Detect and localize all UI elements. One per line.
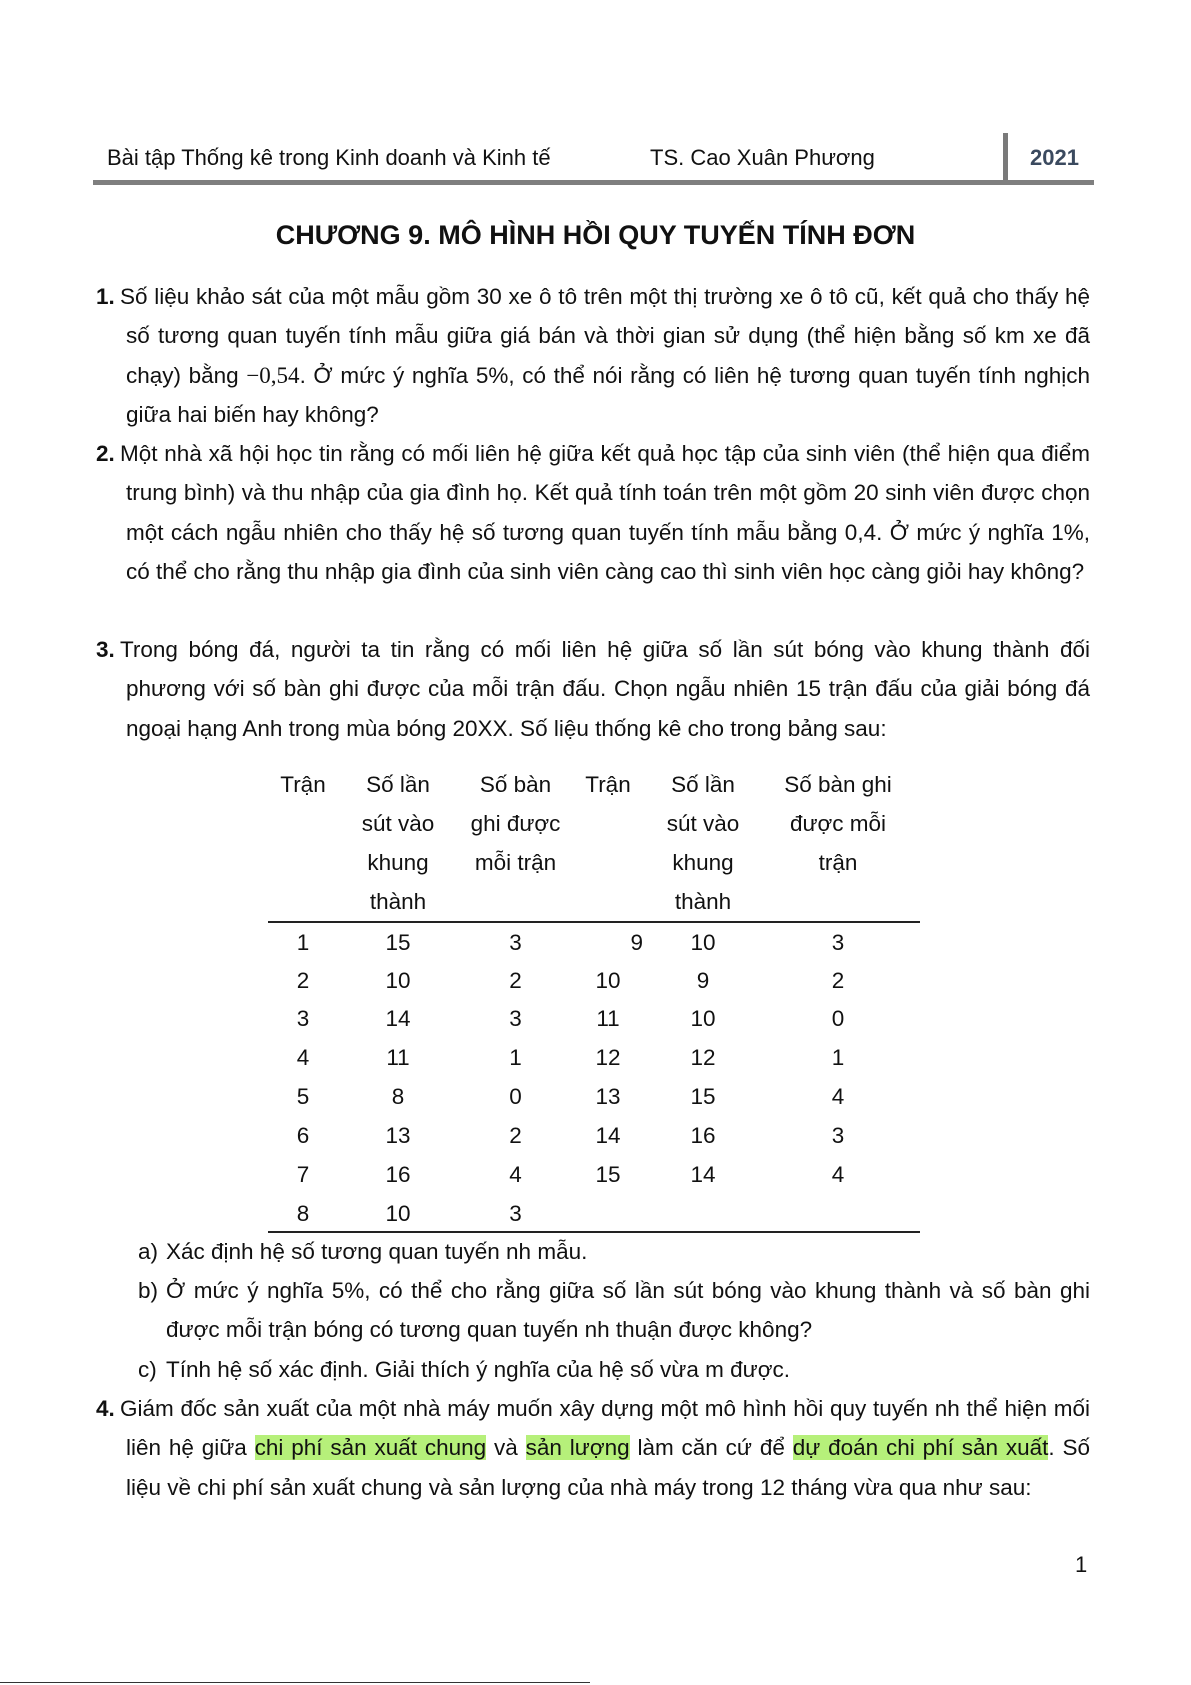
subquestion-a: a) Xác định hệ số tương quan tuyến nh mẫu. [138,1239,588,1264]
highlight-forecast: dự đoán chi phí sản xuất [792,1435,1049,1461]
chapter-title: CHƯƠNG 9. MÔ HÌNH HỒI QUY TUYẾN TÍNH ĐƠN [275,220,916,250]
table-row: 7 16 4 15 14 4 [296,1162,845,1187]
subquestion-c: c) Tính hệ số xác định. Giải thích ý nghĩa của hệ số vừa m được. [138,1357,790,1382]
col-header-match: Trận [280,772,326,797]
subquestion-b: b) Ở mức ý nghĩa 5%, có thể cho rằng giữa số lần sút bóng vào khung thành và số bàn ghi được mỗi trận bóng có tương quan tuyến nh thuận được không? [138,1278,1090,1343]
question-2 [96,434,1090,592]
col-header-match-2: Trận [585,772,631,797]
question-number: 2. [96,441,115,466]
highlight-overhead-cost: chi phí sản xuất chung [254,1435,487,1461]
question-number: 1. [96,284,115,309]
header-rule [93,180,1094,185]
table-row: 4 11 1 12 12 1 [296,1045,845,1070]
question-text: Một nhà xã hội học tin rằng có mối liên hệ giữa kết quả học tập của sinh viên (thể hiện qua điểm trung bình) và thu nhập của gia đình họ. Kết quả tính toán trên một gồm 20 sinh viên được chọn một cách ngẫu nhiên cho thấy hệ số tương quan tuyến tính mẫu bằng 0,4. Ở mức ý nghĩa 1%, có thể cho rằng thu nhập gia đình của sinh viên càng cao thì sinh viên học càng giỏi hay không? [120,441,1090,585]
page-number: 1 [1075,1552,1088,1577]
table-row: 6 13 2 14 16 3 [296,1123,845,1148]
col-header-shots-2: Số lần sút vào khung thành [666,772,740,914]
col-header-goals-2: Số bàn ghi được mỗi trận [784,772,892,875]
correlation-value: −0,54 [246,362,300,388]
header-divider [1003,133,1008,180]
table-row: 1 15 3 9 10 3 [296,930,845,955]
question-number: 3. [96,637,115,662]
table-row: 8 10 3 [296,1201,522,1226]
question-number: 4. [96,1396,115,1421]
header-year: 2021 [1030,145,1079,170]
table-header [268,765,920,920]
table-row: 2 10 2 10 9 2 [296,968,845,993]
question-text: Giám đốc sản xuất của một nhà máy muốn xây dựng một mô hình hồi quy tuyến nh thể hiện mối liên hệ giữa chi phí sản xuất chung và sản lượng làm căn cứ để dự đoán chi phí sản xuất. Số liệu về chi phí sản xuất chung và sản lượng của nhà máy trong 12 tháng vừa qua như sau: [120,1396,1090,1500]
question-text: Trong bóng đá, người ta tin rằng có mối liên hệ giữa số lần sút bóng vào khung thành đối phương với số bàn ghi được của mỗi trận đấu. Chọn ngẫu nhiên 15 trận đấu của giải bóng đá ngoại hạng Anh trong mùa bóng 20XX. Số liệu thống kê cho trong bảng sau: [120,637,1090,741]
question-1 [96,277,1090,435]
header-author: TS. Cao Xuân Phương [650,145,875,170]
data-table [268,765,920,1226]
question-3 [96,630,1090,748]
table-row: 5 8 0 13 15 4 [296,1084,845,1109]
col-header-goals: Số bàn ghi được mỗi trận [470,772,561,875]
question-4 [96,1389,1090,1507]
footer-rule [0,1682,590,1683]
col-header-shots: Số lần sút vào khung thành [361,772,435,914]
table-row: 3 14 3 11 10 0 [296,1006,845,1031]
header-course-title: Bài tập Thống kê trong Kinh doanh và Kinh tế [107,145,551,170]
question-text: Số liệu khảo sát của một mẫu gồm 30 xe ô tô trên một thị trường xe ô tô cũ, kết quả cho thấy hệ số tương quan tuyến tính mẫu giữa giá bán và thời gian sử dụng (thể hiện bằng số km xe đã chạy) bằng −0,54. Ở mức ý nghĩa 5%, có thể nói rằng có liên hệ tương quan tuyến tính nghịch giữa hai biến hay không? [120,284,1090,428]
highlight-output: sản lượng [525,1435,630,1461]
